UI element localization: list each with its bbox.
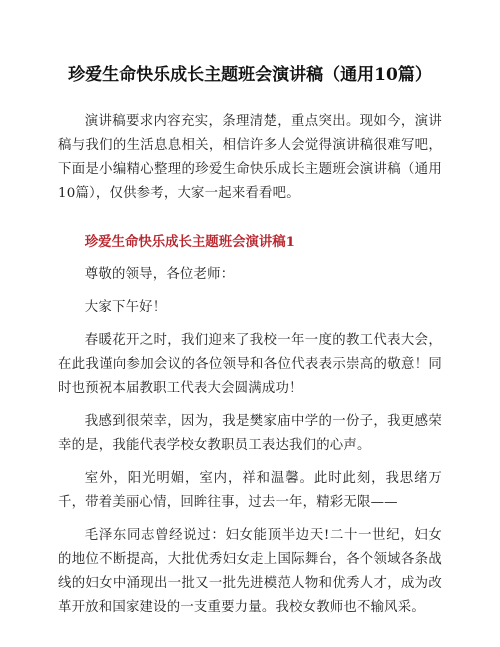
body-paragraph: 我感到很荣幸，因为，我是樊家庙中学的一份子，我更感荣幸的是，我能代表学校女教职员工表达我们的心声。 <box>58 414 442 453</box>
salutation-paragraph: 尊敬的领导，各位老师： <box>84 267 235 282</box>
body-paragraph: 毛泽东同志曾经说过：妇女能顶半边天!二十一世纪，妇女的地位不断提高，大批优秀妇女走上国际舞台，各个领域各条战线的妇女中涌现出一批又一批先进模范人物和优秀人才，成为改革开放和国家建设的一支重要力量。我校女教师也不输风采。 <box>58 528 442 615</box>
intro-paragraph: 演讲稿要求内容充实，条理清楚，重点突出。现如今，演讲稿与我们的生活息息相关，相信许多人会觉得演讲稿很难写吧，下面是小编精心整理的珍爱生命快乐成长主题班会演讲稿（通用10篇），仅供参考，大家一起来看看吧。 <box>58 114 442 201</box>
document-title: 珍爱生命快乐成长主题班会演讲稿（通用10篇） <box>68 65 432 85</box>
body-paragraph: 春暖花开之时，我们迎来了我校一年一度的教工代表大会，在此我谨向参加会议的各位领导和各位代表表示崇高的敬意！同时也预祝本届教职工代表大会圆满成功！ <box>58 333 442 396</box>
greeting-paragraph: 大家下午好！ <box>84 300 167 315</box>
body-paragraph: 室外，阳光明媚，室内，祥和温馨。此时此刻，我思绪万千，带着美丽心情，回眸往事，过去一年，精彩无限—— <box>58 471 442 510</box>
section-heading: 珍爱生命快乐成长主题班会演讲稿1 <box>84 234 295 250</box>
